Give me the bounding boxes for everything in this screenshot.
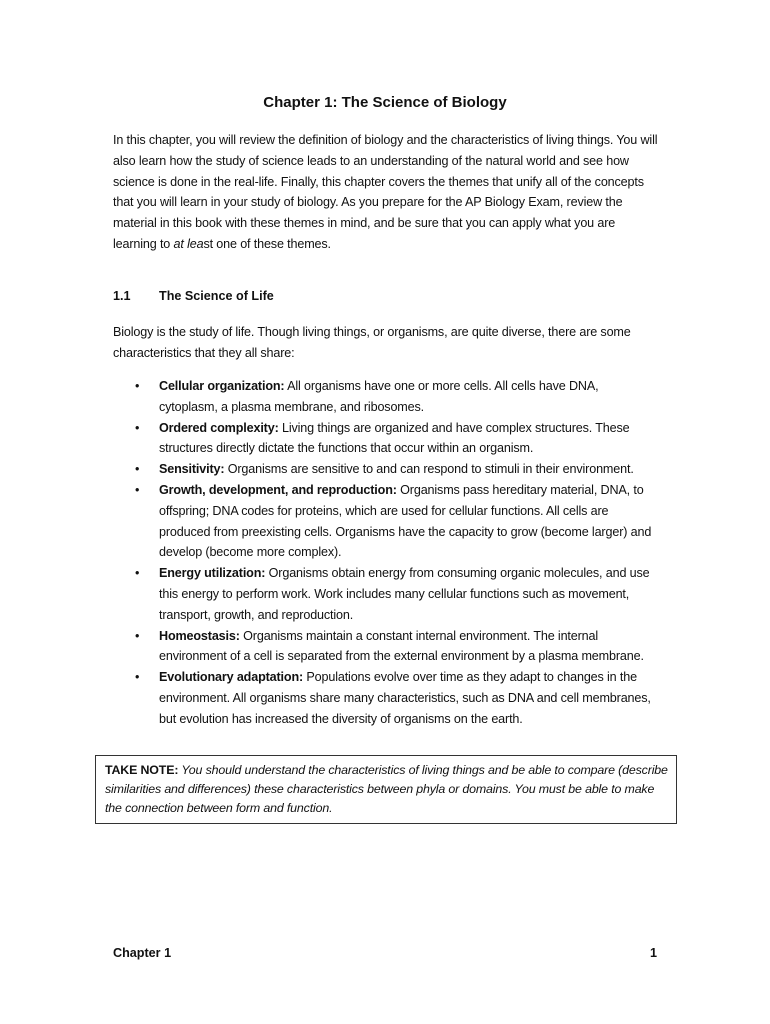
list-item (113, 667, 658, 729)
list-item (113, 563, 658, 625)
bullet-icon: • (135, 462, 140, 477)
list-item (113, 376, 658, 418)
bullet-icon: • (135, 379, 140, 393)
bullet-icon: • (135, 566, 140, 581)
footer-chapter-label: Chapter 1 (113, 946, 172, 960)
section-title: The Science of Life (159, 289, 274, 303)
section-heading (113, 289, 658, 303)
characteristic-term: Homeostasis: (159, 628, 240, 643)
bullet-icon: • (135, 670, 140, 685)
characteristic-term: Ordered complexity: (159, 420, 279, 435)
characteristic-term: Growth, development, and reproduction: (159, 482, 397, 497)
characteristic-text: Organisms maintain a constant internal environment. The internal environment of a cell is separated from the external environment by a plasma membrane. (159, 628, 644, 664)
take-note-label: TAKE NOTE: (105, 763, 179, 777)
intro-text: In this chapter, you will review the definition of biology and the characteristics of living things. You will also learn how the study of science leads to an understanding of the natural world and see how science is done in the real-life. Finally, this chapter covers the themes that unify all of the concepts that you will learn in your study of biology. As you prepare for the AP Biology Exam, review the material in this book with these themes in mind, and be sure that you can apply what you are learning to (113, 133, 658, 251)
section-intro-paragraph: Biology is the study of life. Though living things, or organisms, are quite diverse, there are some characteristics that they all share: (113, 325, 631, 360)
characteristic-term: Cellular organization: (159, 379, 285, 393)
intro-text-end: st one of these themes. (203, 236, 331, 251)
characteristic-text: Organisms obtain energy from consuming organic molecules, and use this energy to perform work. Work includes many cellular functions such as movement, transport, growth, and reproduction. (159, 566, 650, 622)
characteristic-term: Evolutionary adaptation: (159, 670, 304, 685)
take-note-text: You should understand the characteristics of living things and be able to compare (describe similarities and differences) these characteristics between phyla or domains. You must be able to make the connection between form and function. (105, 763, 668, 815)
bullet-icon: • (135, 628, 140, 643)
characteristic-text: Organisms pass hereditary material, DNA, to offspring; DNA codes for proteins, which are used for cellular functions. All cells are produced from preexisting cells. Organisms have the capacity to grow (become larger) and develop (become more complex). (159, 482, 652, 560)
characteristic-text: Living things are organized and have complex structures. These structures directly dictate the functions that occur within an organism. (159, 420, 630, 456)
list-item (113, 418, 658, 460)
take-note-box (95, 755, 677, 824)
characteristic-text: Populations evolve over time as they adapt to changes in the environment. All organisms share many characteristics, such as DNA and cell membranes, but evolution has increased the diversity of organisms on the earth. (159, 670, 651, 726)
list-item (113, 626, 658, 668)
footer-page-number: 1 (649, 946, 657, 960)
bullet-icon: • (135, 420, 140, 435)
list-item (113, 480, 658, 563)
chapter-title: Chapter 1: The Science of Biology (263, 94, 507, 111)
characteristic-text: Organisms are sensitive to and can respond to stimuli in their environment. (224, 462, 634, 477)
characteristic-term: Sensitivity: (159, 462, 225, 477)
intro-italic-text: at lea (173, 236, 204, 251)
bullet-icon: • (135, 482, 140, 497)
section-number: 1.1 (113, 289, 131, 303)
characteristics-list (113, 376, 658, 730)
characteristic-text: All organisms have one or more cells. All cells have DNA, cytoplasm, a plasma membrane, and ribosomes. (159, 379, 599, 414)
characteristic-term: Energy utilization: (159, 566, 266, 581)
intro-paragraph (113, 130, 658, 255)
list-item (113, 459, 658, 480)
